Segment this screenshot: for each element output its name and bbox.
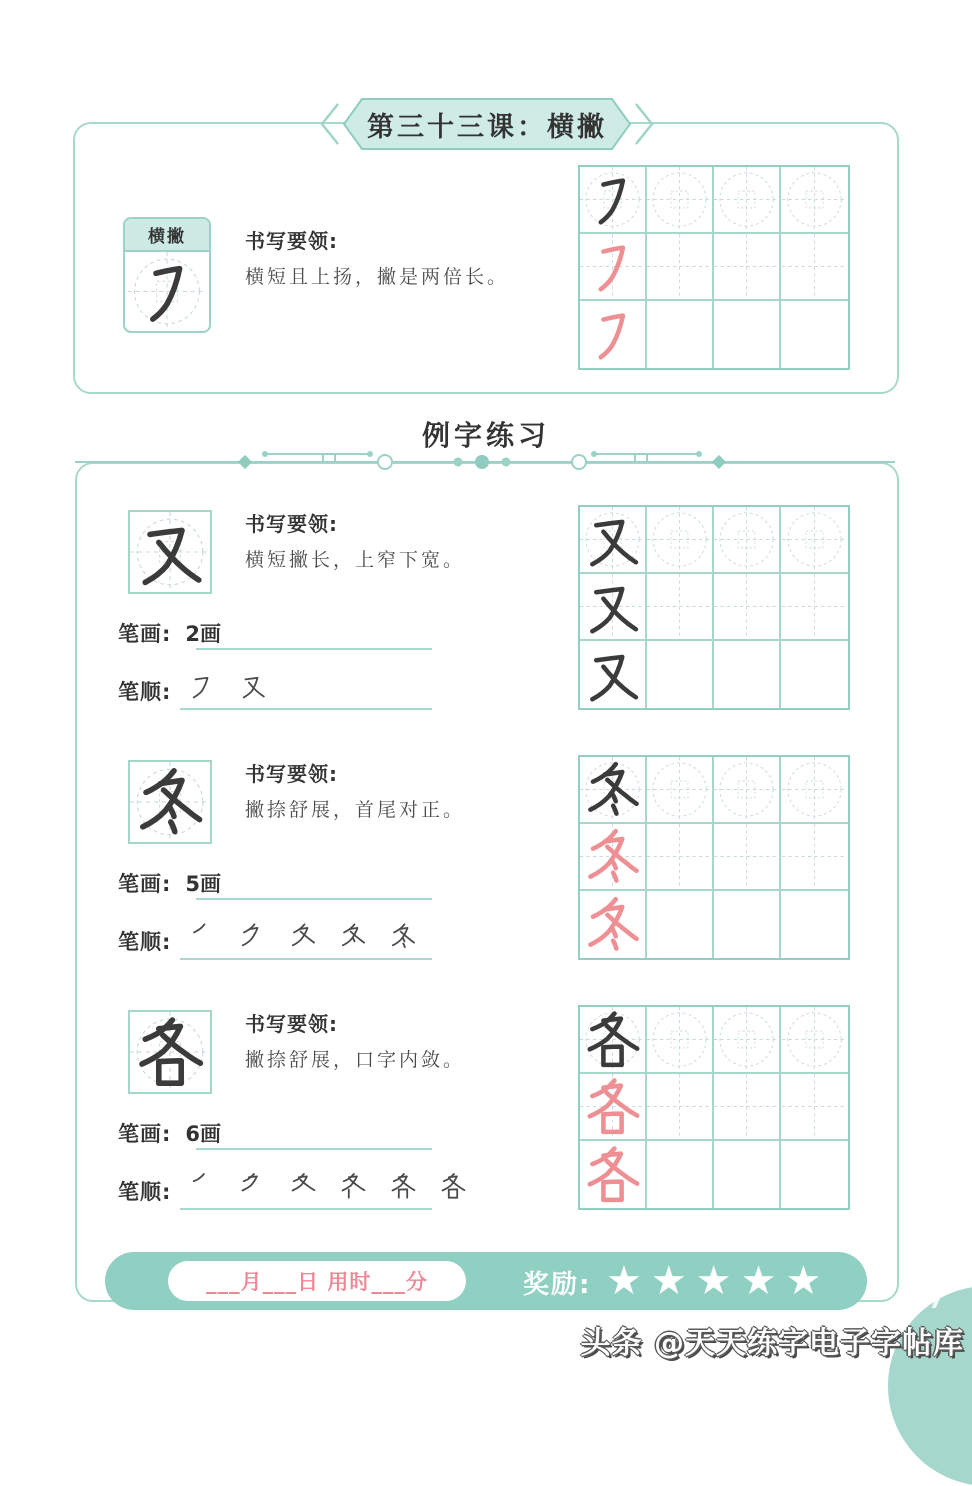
practice-grid-dong [578, 755, 850, 960]
stroke-count-value: 2画 [185, 622, 222, 646]
tips-heading: 书写要领: [245, 229, 338, 253]
grid-cell [580, 301, 647, 368]
stroke-count-label: 笔画: [118, 1122, 172, 1146]
grid-cell [647, 167, 714, 234]
underline [180, 1208, 432, 1210]
underline [196, 648, 432, 650]
grid-cell [781, 891, 848, 958]
divider-ornament [75, 448, 895, 478]
grid-cell [714, 757, 781, 824]
grid-cell [781, 1141, 848, 1208]
grid-cell [714, 234, 781, 301]
grid-cell [647, 1074, 714, 1141]
practice-grid-you [578, 505, 850, 710]
grid-cell [647, 301, 714, 368]
grid-cell [580, 891, 647, 958]
grid-cell [714, 1007, 781, 1074]
stroke-order-label: 笔顺: [118, 930, 172, 954]
grid-cell [781, 1074, 848, 1141]
section-header: 例字练习 [421, 419, 550, 452]
practice-grid-ge [578, 1005, 850, 1210]
grid-cell [714, 641, 781, 708]
stroke-count-label: 笔画: [118, 872, 172, 896]
stroke-count-row [118, 1118, 221, 1148]
tips-text: 横短撇长，上窄下宽。 [245, 549, 466, 571]
grid-cell [781, 574, 848, 641]
stroke-order-glyph [388, 1170, 418, 1202]
grid-cell [714, 824, 781, 891]
grid-cell [580, 1141, 647, 1208]
stroke-order-glyphs [188, 1170, 468, 1202]
stroke-count-label: 笔画: [118, 622, 172, 646]
stroke-count-value: 6画 [185, 1122, 222, 1146]
grid-cell [781, 1007, 848, 1074]
grid-cell [714, 574, 781, 641]
stroke-order-glyph [238, 1170, 268, 1202]
grid-cell [714, 1074, 781, 1141]
tips-heading: 书写要领: [245, 1012, 338, 1036]
grid-cell [647, 1007, 714, 1074]
grid-cell [647, 757, 714, 824]
stroke-order-glyph [338, 920, 368, 952]
page-number: 27 [912, 1288, 945, 1314]
stroke-order-row [118, 926, 171, 956]
star-icon: ★ [650, 1258, 687, 1304]
grid-cell [647, 824, 714, 891]
grid-cell [781, 757, 848, 824]
tips-text: 撇捺舒展，首尾对正。 [245, 799, 466, 821]
lesson-title: 第三十三课：横撇 [367, 111, 607, 143]
char-card [128, 510, 212, 594]
grid-cell [580, 824, 647, 891]
grid-cell [647, 507, 714, 574]
underline [196, 898, 432, 900]
stroke-card [123, 217, 211, 333]
star-icon: ★ [785, 1258, 822, 1304]
grid-cell [580, 507, 647, 574]
star-icon: ★ [695, 1258, 732, 1304]
stroke-order-glyph [338, 1170, 368, 1202]
star-icon: ★ [606, 1258, 642, 1304]
grid-cell [647, 234, 714, 301]
stroke-order-glyph [238, 670, 268, 702]
grid-cell [647, 574, 714, 641]
grid-cell [647, 1141, 714, 1208]
stroke-order-glyph [438, 1170, 468, 1202]
stroke-order-glyph [288, 920, 318, 952]
corner-decoration [888, 1286, 972, 1486]
grid-cell [781, 234, 848, 301]
stroke-order-glyph [388, 920, 418, 952]
grid-cell [781, 507, 848, 574]
grid-cell [714, 1141, 781, 1208]
grid-cell [781, 824, 848, 891]
grid-cell [580, 234, 647, 301]
practice-grid-stroke [578, 165, 850, 370]
stroke-order-row [118, 1176, 171, 1206]
stroke-count-value: 5画 [185, 872, 222, 896]
grid-cell [781, 167, 848, 234]
grid-cell [714, 891, 781, 958]
grid-cell [580, 757, 647, 824]
date-pill: ___月___日 用时___分 [168, 1261, 466, 1301]
watermark: 头条 @天天练字电子字帖库 [580, 1326, 964, 1361]
stroke-count-row [118, 868, 221, 898]
grid-cell [781, 641, 848, 708]
tips-heading: 书写要领: [245, 512, 338, 536]
stroke-card-grid [125, 252, 209, 331]
reward-label: 奖励: [523, 1270, 592, 1300]
grid-cell [580, 641, 647, 708]
underline [180, 708, 432, 710]
stroke-order-row [118, 676, 171, 706]
stroke-count-row [118, 618, 221, 648]
stroke-order-glyph [188, 1170, 218, 1202]
grid-cell [781, 301, 848, 368]
stroke-order-glyphs [188, 920, 418, 952]
char-card [128, 760, 212, 844]
grid-cell [580, 1074, 647, 1141]
underline [180, 958, 432, 960]
reward-stars [606, 1252, 821, 1310]
grid-cell [714, 167, 781, 234]
stroke-order-glyph [188, 920, 218, 952]
stroke-order-glyph [238, 920, 268, 952]
stroke-order-label: 笔顺: [118, 680, 172, 704]
grid-cell [714, 507, 781, 574]
tips-text: 横短且上扬，撇是两倍长。 [245, 266, 510, 288]
grid-cell [580, 1007, 647, 1074]
grid-cell [580, 574, 647, 641]
stroke-card-label: 横撇 [125, 219, 209, 252]
stroke-order-glyph [188, 670, 218, 702]
grid-cell [580, 167, 647, 234]
grid-cell [647, 891, 714, 958]
lesson-banner [312, 96, 662, 152]
underline [196, 1148, 432, 1150]
grid-cell [647, 641, 714, 708]
tips-text: 撇捺舒展，口字内敛。 [245, 1049, 466, 1071]
tips-heading: 书写要领: [245, 762, 338, 786]
star-icon: ★ [740, 1258, 777, 1304]
stroke-order-glyphs [188, 670, 268, 702]
char-card [128, 1010, 212, 1094]
stroke-order-label: 笔顺: [118, 1180, 172, 1204]
stroke-order-glyph [288, 1170, 318, 1202]
grid-cell [714, 301, 781, 368]
